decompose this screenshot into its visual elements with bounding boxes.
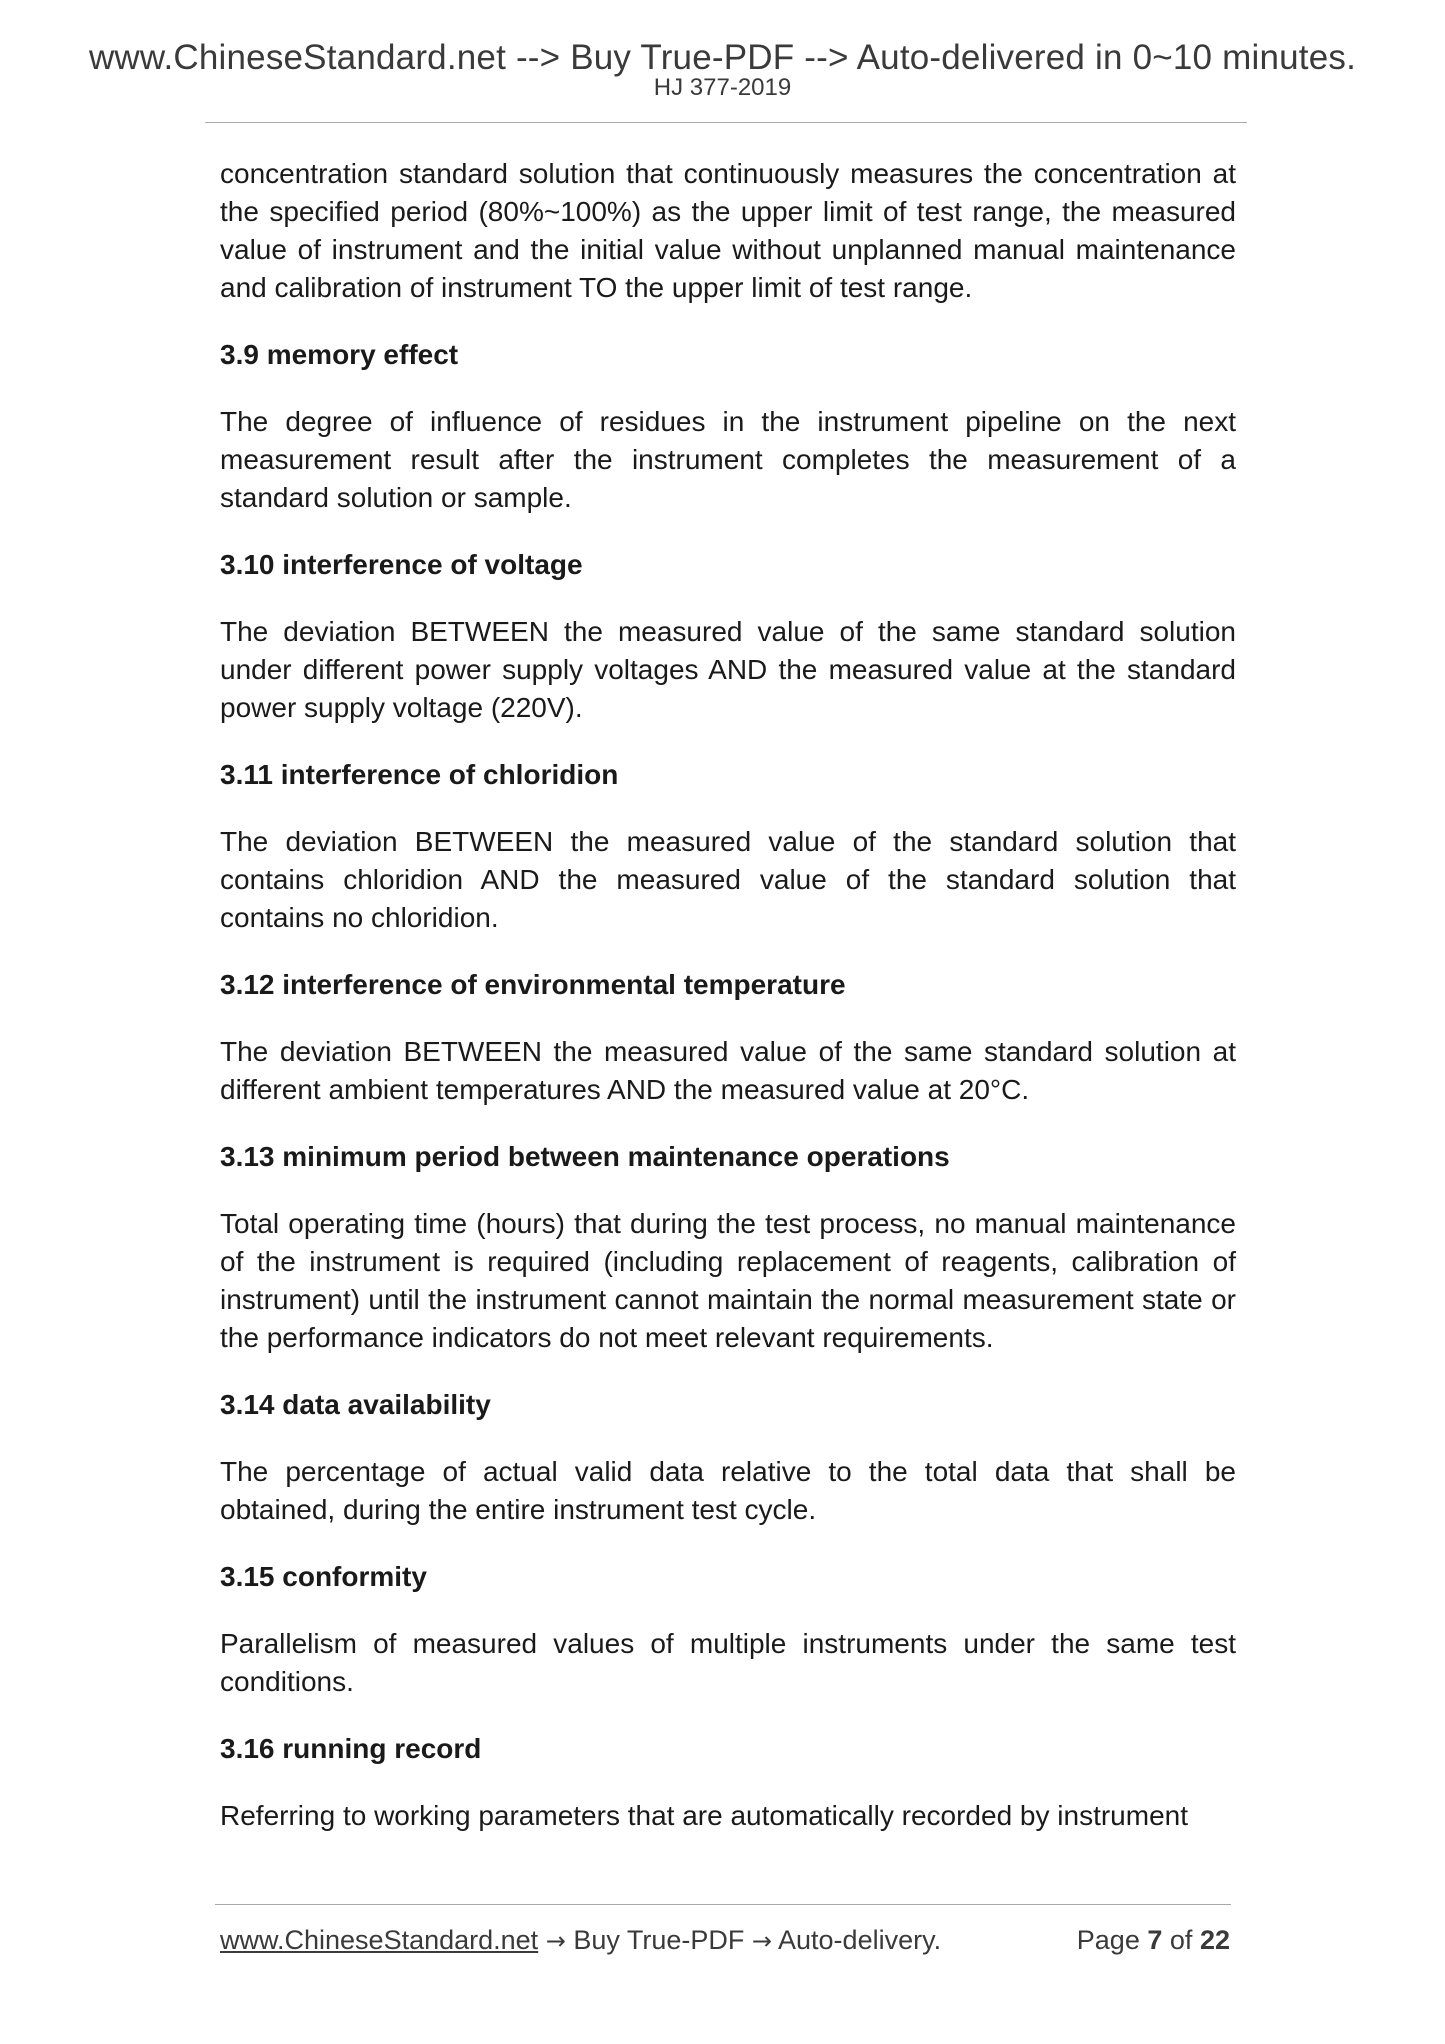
top-banner: www.ChineseStandard.net --> Buy True-PDF --> Auto-delivered in 0~10 minutes. <box>88 38 1357 77</box>
page-label: Page <box>1076 1925 1140 1955</box>
section-text-3-12: The deviation BETWEEN the measured value of the same standard solution at different ambient temperatures AND the measured value at 20°C. <box>220 1036 1236 1105</box>
auto-delivery-text: Auto-delivery. <box>778 1925 942 1955</box>
section-heading-3-11: 3.11 interference of chloridion <box>220 759 619 790</box>
document-code: HJ 377-2019 <box>653 74 792 101</box>
section-heading-3-12: 3.12 interference of environmental temperature <box>220 969 846 1000</box>
section-heading-3-13: 3.13 minimum period between maintenance operations <box>220 1141 950 1172</box>
of-label: of <box>1169 1925 1193 1955</box>
section-text-3-16: Referring to working parameters that are automatically recorded by instrument <box>220 1800 1188 1831</box>
section-heading-3-9: 3.9 memory effect <box>220 339 459 370</box>
section-text-3-13: Total operating time (hours) that during the test process, no manual maintenance of the instrument is required (including replacement of reagents, calibration of instrument) until the instrument cannot maintain the normal measurement state or the performance indicators do not meet relevant requirements. <box>220 1208 1236 1353</box>
section-heading-3-16: 3.16 running record <box>220 1733 482 1764</box>
current-page-number: 7 <box>1147 1925 1163 1955</box>
section-heading-3-10: 3.10 interference of voltage <box>220 549 583 580</box>
arrow-right-icon: → <box>545 1927 566 1955</box>
section-text-3-10: The deviation BETWEEN the measured value of the same standard solution under different power supply voltages AND the measured value at the standard power supply voltage (220V). <box>220 616 1236 723</box>
section-heading-3-14: 3.14 data availability <box>220 1389 491 1420</box>
footer-promo <box>220 1920 941 1961</box>
arrow-right-icon: → <box>751 1927 772 1955</box>
total-pages-number: 22 <box>1199 1925 1230 1955</box>
section-heading-3-15: 3.15 conformity <box>220 1561 427 1592</box>
section-text-3-14: The percentage of actual valid data relative to the total data that shall be obtained, during the entire instrument test cycle. <box>220 1456 1236 1525</box>
buy-true-pdf-text: Buy True-PDF <box>573 1925 745 1955</box>
footer-divider <box>215 1904 1231 1905</box>
page-indicator <box>1077 1920 1230 1960</box>
section-text-3-11: The deviation BETWEEN the measured value of the standard solution that contains chloridion AND the measured value of the standard solution that contains no chloridion. <box>220 826 1236 933</box>
section-text-3-9: The degree of influence of residues in the instrument pipeline on the next measurement result after the instrument completes the measurement of a standard solution or sample. <box>220 406 1236 513</box>
page-content <box>220 155 1236 1835</box>
intro-paragraph: concentration standard solution that continuously measures the concentration at the specified period (80%~100%) as the upper limit of test range, the measured value of instrument and the initial value without unplanned manual maintenance and calibration of instrument TO the upper limit of test range. <box>220 158 1236 303</box>
header-divider <box>205 122 1247 123</box>
section-text-3-15: Parallelism of measured values of multiple instruments under the same test conditions. <box>220 1628 1236 1697</box>
site-link[interactable]: www.ChineseStandard.net <box>220 1925 539 1955</box>
page-footer <box>220 1920 1230 1960</box>
